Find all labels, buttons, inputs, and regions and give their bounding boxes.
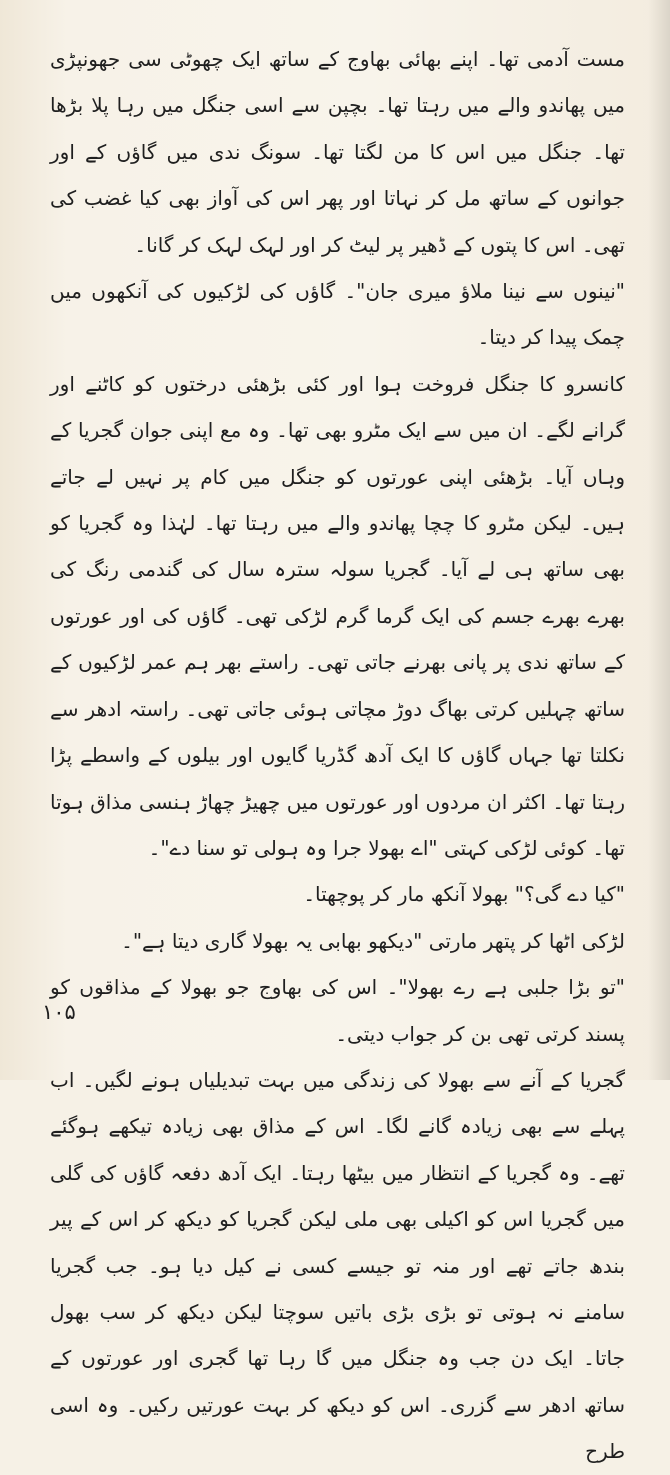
urdu-text-body: [50, 36, 625, 1475]
paragraph-1: مست آدمی تھا۔ اپنے بھائی بھاوج کے ساتھ ایک چھوٹی سی جھونپڑی میں پھاندو والے میں رہتا تھا۔ بچپن سے اسی جنگل میں رہا پلا بڑھا تھا۔ جنگل میں اس کا من لگتا تھا۔ سونگ ندی میں گاؤں کے اور جوانوں کے ساتھ مل کر نہاتا اور پھر اس کی آواز بھی کیا غضب کی تھی۔ اس کا پتوں کے ڈھیر پر لیٹ کر اور لہک لہک کر گانا۔: [50, 47, 625, 257]
paragraph-5: لڑکی اٹھا کر پتھر مارتی "دیکھو بھابی یہ بھولا گاری دیتا ہے"۔: [121, 928, 625, 953]
page-number: ۱۰۵: [42, 1000, 76, 1024]
paragraph-4: "کیا دے گی؟" بھولا آنکھ مار کر پوچھتا۔: [303, 882, 625, 907]
paragraph-3: کانسرو کا جنگل فروخت ہوا اور کئی بڑھئی درختوں کو کاٹنے اور گرانے لگے۔ ان میں سے ایک مٹرو بھی تھا۔ وہ مع اپنی جوان گجریا کے وہاں آیا۔ بڑھئی اپنی عورتوں کو جنگل میں کام پر نہیں لے جاتے ہیں۔ لیکن مٹرو کا چچا پھاندو والے میں رہتا تھا۔ لہٰذا وہ گجریا کو بھی ساتھ ہی لے آیا۔ گجریا سولہ سترہ سال کی گندمی رنگ کی بھرے بھرے جسم کی ایک گرما گرم لڑکی تھی۔ گاؤں کی اور عورتوں کے ساتھ ندی پر پانی بھرنے جاتی تھی۔ راستے بھر ہم عمر لڑکیوں کے ساتھ چہلیں کرتی بھاگ دوڑ مچاتی ہوئی جاتی تھی۔ راستہ ادھر سے نکلتا تھا جہاں گاؤں کا ایک آدھ گڈریا گایوں اور بیلوں کے واسطے پڑا رہتا تھا۔ اکثر ان مردوں اور عورتوں میں چھیڑ چھاڑ ہنسی مذاق ہوتا تھا۔ کوئی لڑکی کہتی "اے بھولا جرا وہ ہولی تو سنا دے"۔: [50, 371, 625, 860]
page-spine-shadow: [648, 0, 670, 1080]
paragraph-6: "تو بڑا جلبی ہے رے بھولا"۔ اس کی بھاوج جو بھولا کے مذاقوں کو پسند کرتی تھی بن کر جواب دیتی۔: [50, 975, 625, 1046]
paragraph-2: "نینوں سے نینا ملاؤ میری جان"۔ گاؤں کی لڑکیوں کی آنکھوں میں چمک پیدا کر دیتا۔: [50, 279, 625, 350]
paragraph-7: گجریا کے آنے سے بھولا کی زندگی میں بہت تبدیلیاں ہونے لگیں۔ اب پہلے سے بھی زیادہ گانے لگا۔ اس کے مذاق بھی زیادہ تیکھے ہوگئے تھے۔ وہ گجریا کے انتظار میں بیٹھا رہتا۔ ایک آدھ دفعہ گاؤں کی گلی میں گجریا اس کو اکیلی بھی ملی لیکن گجریا کو دیکھ کر اس کے پیر بندھ جاتے تھے اور منہ تو جیسے کسی نے کیل دیا ہو۔ جب گجریا سامنے نہ ہوتی تو بڑی بڑی باتیں سوچتا لیکن دیکھ کر سب بھول جاتا۔ ایک دن جب وہ جنگل میں گا رہا تھا گجری اور عورتوں کے ساتھ ادھر سے گزری۔ اس کو دیکھ کر بہت عورتیں رکیں۔ وہ اسی طرح: [50, 1067, 625, 1464]
